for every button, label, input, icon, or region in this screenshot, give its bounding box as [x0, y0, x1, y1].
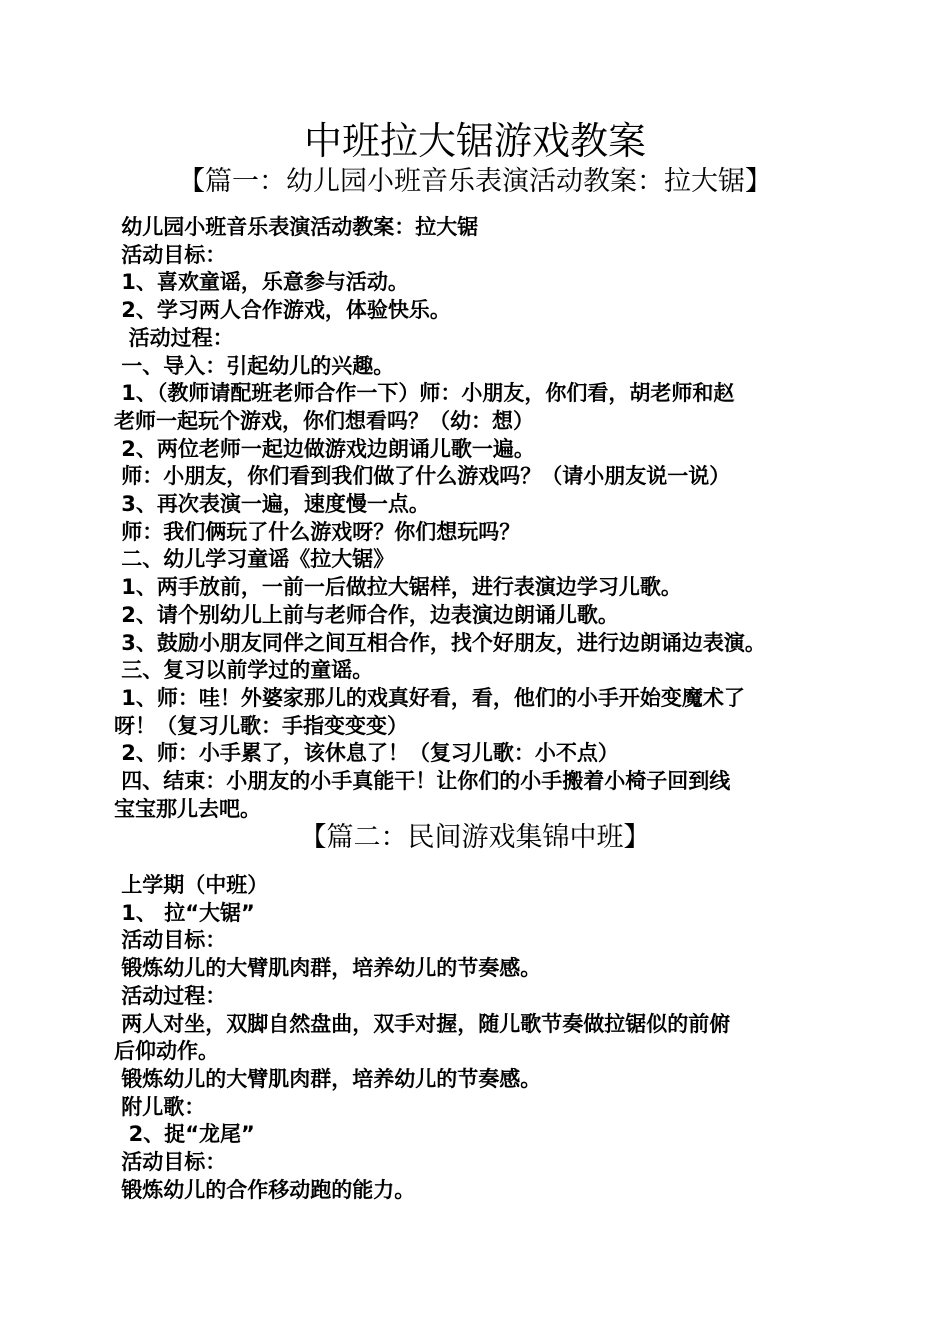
body-line: 锻炼幼儿的大臂肌肉群，培养幼儿的节奏感。: [114, 956, 542, 981]
body-line: 2、捉“龙尾”: [114, 1122, 255, 1147]
body-line: 二、幼儿学习童谣《拉大锯》: [114, 547, 395, 572]
body-line: 上学期（中班）: [114, 873, 269, 897]
section-2-body: [114, 872, 844, 1204]
body-line: 锻炼幼儿的大臂肌肉群，培养幼儿的节奏感。: [114, 1066, 542, 1091]
body-line: 幼儿园小班音乐表演活动教案：拉大锯: [114, 215, 479, 239]
body-line: 老师一起玩个游戏，你们想看吗？（幼：想）: [114, 408, 534, 433]
body-line: 2、请个别幼儿上前与老师合作，边表演边朗诵儿歌。: [114, 602, 619, 627]
body-line: 呀！（复习儿歌：手指变变变）: [114, 713, 408, 738]
section-1-body: [114, 214, 844, 823]
body-line: 1、师：哇！外婆家那儿的戏真好看，看，他们的小手开始变魔术了: [114, 685, 745, 710]
body-line: 四、结束：小朋友的小手真能干！让你们的小手搬着小椅子回到线: [114, 769, 731, 794]
body-line: 3、再次表演一遍，速度慢一点。: [114, 492, 430, 517]
body-line: 活动目标：: [114, 242, 227, 267]
body-line: 宝宝那儿去吧。: [114, 796, 261, 821]
body-line: 1、两手放前，一前一后做拉大锯样，进行表演边学习儿歌。: [114, 575, 682, 600]
body-line: 3、鼓励小朋友同伴之间互相合作，找个好朋友，进行边朗诵边表演。: [114, 630, 766, 655]
document-title: 中班拉大锯游戏教案: [303, 119, 646, 163]
body-line: 三、复习以前学过的童谣。: [114, 658, 374, 683]
body-line: 2、学习两人合作游戏，体验快乐。: [114, 298, 451, 323]
body-line: 1、（教师请配班老师合作一下）师：小朋友，你们看，胡老师和赵: [114, 381, 735, 406]
body-line: 活动过程：: [114, 983, 227, 1008]
body-line: 活动过程：: [114, 325, 234, 350]
body-line: 师：小朋友，你们看到我们做了什么游戏吗？（请小朋友说一说）: [114, 464, 731, 489]
body-line: 后仰动作。: [114, 1039, 219, 1064]
body-line: 2、师：小手累了，该休息了！（复习儿歌：小不点）: [114, 741, 619, 766]
body-line: 一、导入：引起幼儿的兴趣。: [114, 353, 395, 378]
body-line: 2、两位老师一起边做游戏边朗诵儿歌一遍。: [114, 436, 535, 461]
body-line: 师：我们俩玩了什么游戏呀？你们想玩吗？: [114, 519, 521, 544]
body-line: 1、喜欢童谣，乐意参与活动。: [114, 270, 409, 295]
body-line: 活动目标：: [114, 1150, 227, 1175]
body-line: 附儿歌：: [114, 1094, 206, 1119]
body-line: 锻炼幼儿的合作移动跑的能力。: [114, 1177, 416, 1202]
body-line: 活动目标：: [114, 928, 227, 953]
section-2-heading: 【篇二：民间游戏集锦中班】: [299, 822, 651, 853]
body-line: 两人对坐，双脚自然盘曲，双手对握，随儿歌节奏做拉锯似的前俯: [114, 1011, 731, 1036]
section-1-heading: 【篇一：幼儿园小班音乐表演活动教案：拉大锯】: [178, 166, 772, 197]
body-line: 1、 拉“大锯”: [114, 900, 255, 925]
